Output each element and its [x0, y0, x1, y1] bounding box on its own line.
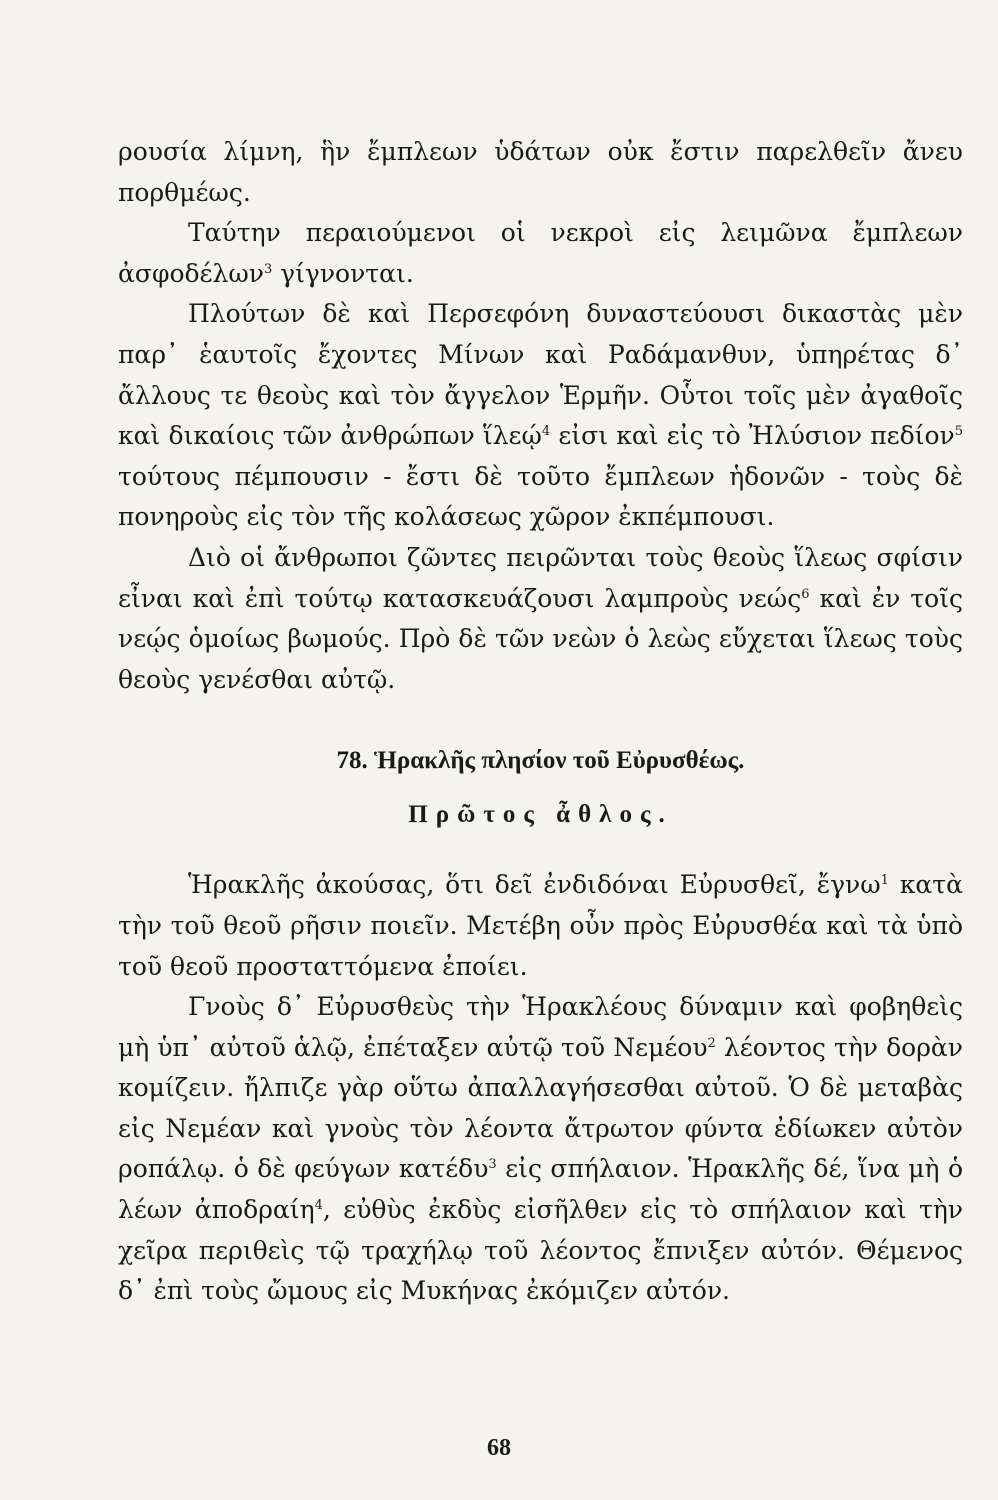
- paragraph-nemean-lion: Γνοὺς δ᾽ Εὐρυσθεὺς τὴν Ἡρακλέους δύναμιν καὶ φοβηθεὶς μὴ ὑπ᾽ αὐτοῦ ἁλῷ, ἐπέταξεν αὐτῷ τοῦ Νεμέου$^2$ λέοντος τὴν δορὰν κομίζειν. ἤλπιζε γὰρ οὕτω ἀπαλλαγήσεσθαι αὐτοῦ. Ὁ δὲ μεταβὰς εἰς Νεμέαν καὶ γνοὺς τὸν λέοντα ἄτρωτον φύντα ἐδίωκεν αὐτὸν ροπάλῳ. ὁ δὲ φεύγων κατέδυ$^3$ εἰς σπήλαιον. Ἡρακλῆς δέ, ἵνα μὴ ὁ λέων ἀποδραίη$^4$, εὐθὺς ἐκδὺς εἰσῆλθεν εἰς τὸ σπήλαιον καὶ τὴν χεῖρα περιθεὶς τῷ τραχήλῳ τοῦ λέοντος ἔπνιξεν αὐτόν. Θέμενος δ᾽ ἐπὶ τοὺς ὤμους εἰς Μυκήνας ἐκόμιζεν αὐτόν.: [118, 992, 964, 1306]
- footnote-ref: 3: [488, 1157, 497, 1173]
- paragraph-asphodel: Ταύτην περαιούμενοι οἱ νεκροὶ εἰς λειμῶνα ἔμπλεων ἀσφοδέλων$^3$ γίγνονται.: [118, 218, 963, 288]
- page-body: [118, 132, 963, 1312]
- footnote-ref: 5: [954, 424, 963, 440]
- paragraph-continuation: ρουσία λίμνη, ἣν ἔμπλεων ὑδάτων οὐκ ἔστιν παρελθεῖν ἄνευ πορθμέως.: [118, 137, 963, 207]
- paragraph-pluto: Πλούτων δὲ καὶ Περσεφόνη δυναστεύουσι δικαστὰς μὲν παρ᾽ ἑαυτοῖς ἔχοντες Μίνων καὶ Ραδάμανθυν, ὑπηρέτας δ᾽ ἄλλους τε θεοὺς καὶ τὸν ἄγγελον Ἑρμῆν. Οὗτοι τοῖς μὲν ἀγαθοῖς καὶ δικαίοις τῶν ἀνθρώπων ἵλεῴ$^4$ εἰσι καὶ εἰς τὸ Ἠλύσιον πεδίον$^5$ τούτους πέμπουσιν - ἔστι δὲ τοῦτο ἔμπλεων ἡδονῶν - τοὺς δὲ πονηροὺς εἰς τὸν τῆς κολάσεως χῶρον ἐκπέμπουσι.: [118, 299, 963, 532]
- page-number: 68: [487, 1435, 511, 1461]
- section-subheading: Πρῶτος ἆθλος.: [408, 801, 673, 829]
- paragraph-heracles: Ἡρακλῆς ἀκούσας, ὅτι δεῖ ἐνδιδόναι Εὐρυσθεῖ, ἔγνω$^1$ κατὰ τὴν τοῦ θεοῦ ρῆσιν ποιεῖν. Μετέβη οὖν πρὸς Εὐρυσθέα καὶ τὰ ὑπὸ τοῦ θεοῦ προσταττόμενα ἐποίει.: [118, 870, 963, 981]
- footnote-ref: 4: [314, 1198, 323, 1214]
- footnote-ref: 2: [707, 1035, 716, 1051]
- footnote-ref: 1: [880, 873, 889, 889]
- footnote-ref: 6: [801, 586, 810, 602]
- section-heading: 78. Ἡρακλῆς πλησίον τοῦ Εὐρυσθέως.: [336, 747, 745, 775]
- footnote-ref: 4: [541, 424, 551, 440]
- paragraph-temples: Διὸ οἱ ἄνθρωποι ζῶντες πειρῶνται τοὺς θεοὺς ἵλεως σφίσιν εἶναι καὶ ἐπὶ τούτῳ κατασκευάζουσι λαμπροὺς νεώς$^6$ καὶ ἐν τοῖς νεῴς ὁμοίως βωμούς. Πρὸ δὲ τῶν νεὼν ὁ λεὼς εὔχεται ἵλεως τοὺς θεοὺς γενέσθαι αὐτῷ.: [118, 542, 963, 694]
- footnote-ref: 3: [263, 261, 273, 277]
